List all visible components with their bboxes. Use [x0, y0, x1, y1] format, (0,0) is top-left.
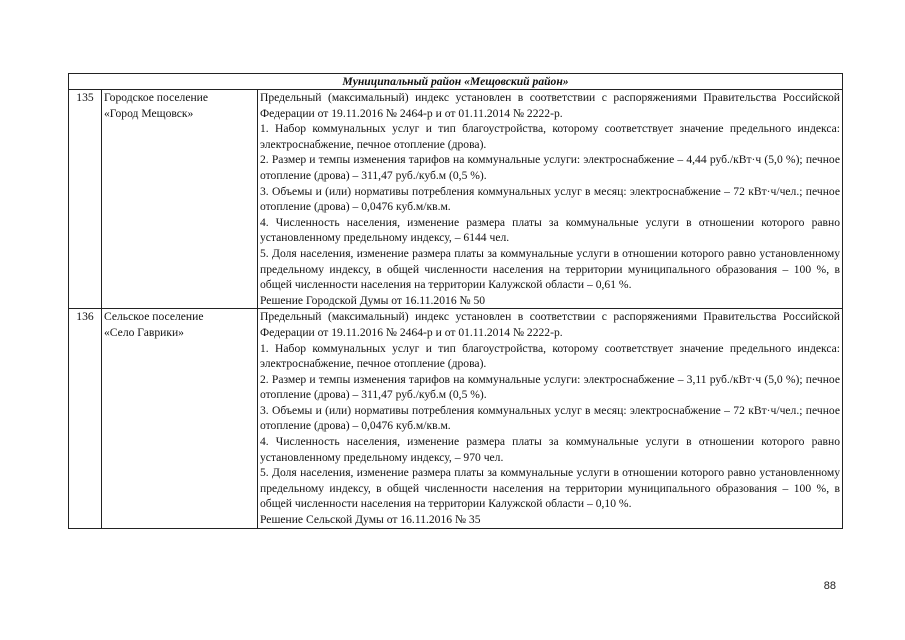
table-row: [69, 309, 843, 528]
services-paragraph: 1. Набор коммунальных услуг и тип благоустройства, которому соответствует значение предельного индекса: электроснабжение, печное отопление (дрова).: [260, 341, 840, 371]
municipal-index-table: [68, 73, 843, 529]
population-paragraph: 4. Численность населения, изменение размера платы за коммунальные услуги в отношении которого равно установленному предельному индексу, – 970 чел.: [260, 435, 840, 464]
row-number: 135: [69, 90, 102, 309]
consumption-paragraph: 3. Объемы и (или) нормативы потребления коммунальных услуг в месяц: электроснабжение – 72 кВт·ч/чел.; печное отопление (дрова) – 0,0476 куб.м/кв.м.: [260, 184, 840, 214]
settlement-name: [102, 309, 258, 528]
decision-reference: Решение Сельской Думы от 16.11.2016 № 35: [260, 513, 481, 527]
settlement-name: [102, 90, 258, 309]
settlement-type: Сельское поселение: [104, 310, 204, 324]
row-number: 136: [69, 309, 102, 528]
services-paragraph: 1. Набор коммунальных услуг и тип благоустройства, которому соответствует значение предельного индекса: электроснабжение, печное отопление (дрова).: [260, 122, 840, 151]
consumption-paragraph: 3. Объемы и (или) нормативы потребления коммунальных услуг в месяц: электроснабжение – 72 кВт·ч/чел.; печное отопление (дрова) – 0,0476 куб.м/кв.м.: [260, 403, 840, 433]
index-description: [258, 309, 843, 528]
intro-paragraph: Предельный (максимальный) индекс установлен в соответствии с распоряжениями Правительства Российской Федерации от 19.11.2016 № 2464-р и от 01.11.2014 № 2222-р.: [260, 310, 840, 339]
tariffs-paragraph: 2. Размер и темпы изменения тарифов на коммунальные услуги: электроснабжение – 4,44 руб./кВт·ч (5,0 %); печное отопление (дрова) – 311,47 руб./куб.м (0,5 %).: [260, 153, 840, 182]
tariffs-paragraph: 2. Размер и темпы изменения тарифов на коммунальные услуги: электроснабжение – 3,11 руб./кВт·ч (5,0 %); печное отопление (дрова) – 311,47 руб./куб.м (0,5 %).: [260, 372, 840, 402]
table-header-row: [69, 74, 843, 90]
decision-reference: Решение Городской Думы от 16.11.2016 № 50: [260, 293, 486, 307]
share-paragraph: 5. Доля населения, изменение размера платы за коммунальные услуги в отношении которого равно установленному предельному индексу, в общей численности населения на территории муниципального образования – 100 %, в общей численности населения на территории Калужской области – 0,10 %.: [260, 466, 840, 511]
settlement-title: «Село Гаврики»: [104, 325, 184, 339]
intro-paragraph: Предельный (максимальный) индекс установлен в соответствии с распоряжениями Правительства Российской Федерации от 19.11.2016 № 2464-р и от 01.11.2014 № 2222-р.: [260, 91, 840, 120]
share-paragraph: 5. Доля населения, изменение размера платы за коммунальные услуги в отношении которого равно установленному предельному индексу, в общей численности населения на территории муниципального образования – 100 %, в общей численности населения на территории Калужской области – 0,61 %.: [260, 246, 840, 292]
district-header: Муниципальный район «Мещовский район»: [69, 74, 843, 90]
page-number: 88: [823, 580, 836, 592]
population-paragraph: 4. Численность населения, изменение размера платы за коммунальные услуги в отношении которого равно установленному предельному индексу, – 6144 чел.: [260, 215, 840, 245]
index-description: [258, 90, 843, 309]
settlement-title: «Город Мещовск»: [104, 106, 194, 120]
settlement-type: Городское поселение: [104, 91, 209, 104]
table-row: [69, 90, 843, 309]
